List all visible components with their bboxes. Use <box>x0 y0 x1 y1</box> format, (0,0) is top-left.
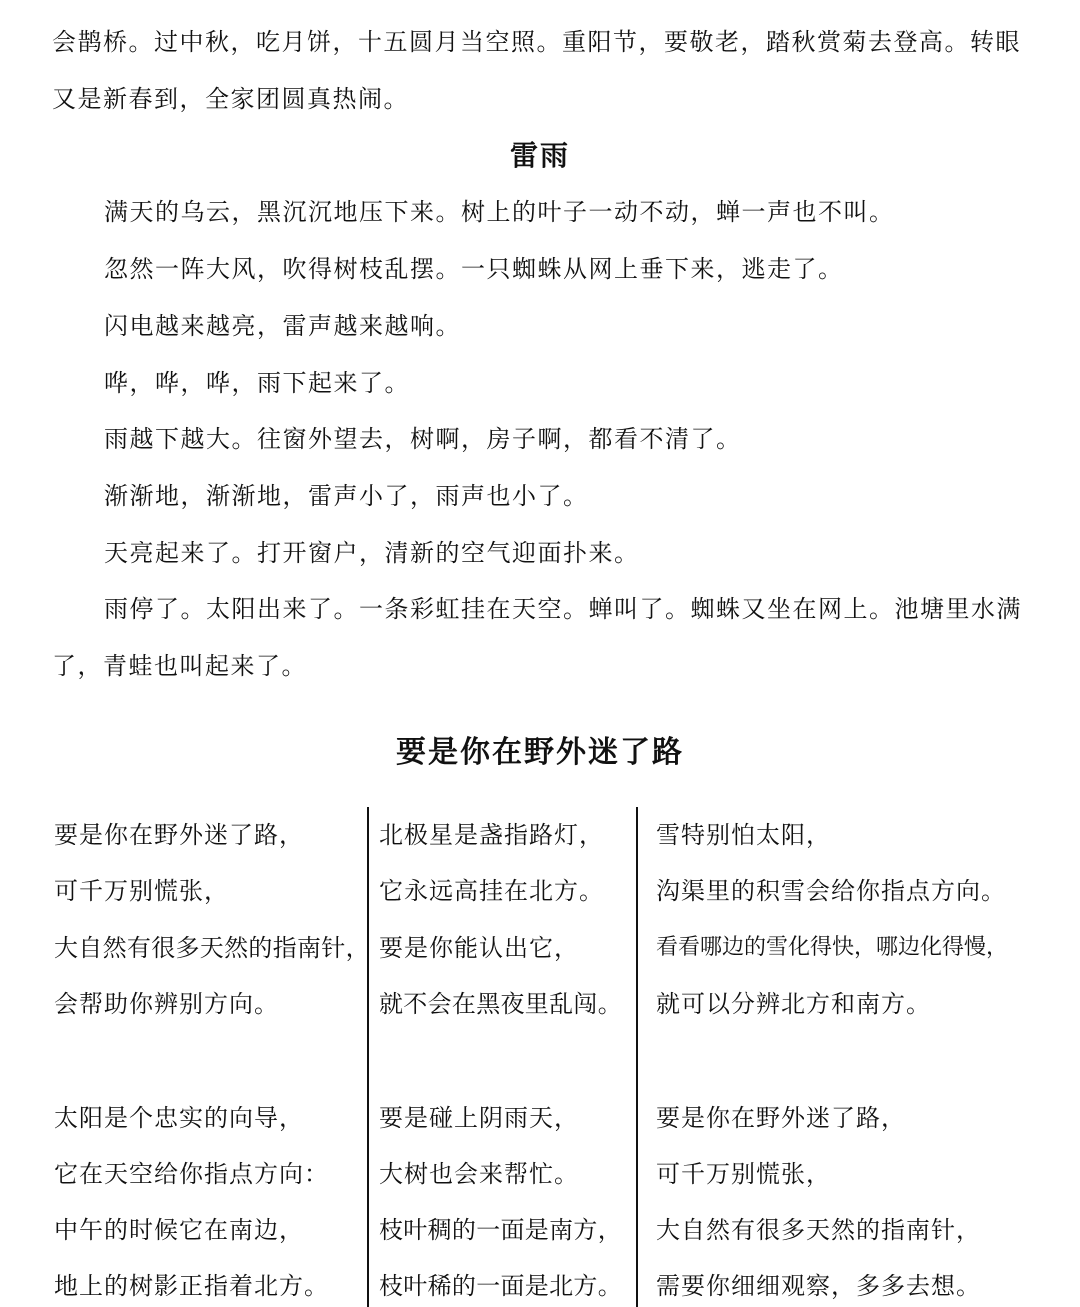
poem-line: 要是你能认出它， <box>379 934 579 962</box>
leiyu-paragraph-8: 雨停了。太阳出来了。一条彩虹挂在天空。蝉叫了。蜘蛛又坐在网上。池塘里水满 <box>104 595 1022 623</box>
intro-line-1: 会鹊桥。过中秋，吃月饼，十五圆月当空照。重阳节，要敬老，踏秋赏菊去登高。转眼 <box>52 28 1021 56</box>
poem-line: 要是你在野外迷了路， <box>656 1104 906 1132</box>
poem-line: 大自然有很多天然的指南针， <box>656 1216 981 1244</box>
poem-line: 北极星是盏指路灯， <box>379 821 604 849</box>
leiyu-paragraph-3: 闪电越来越亮，雷声越来越响。 <box>104 312 461 340</box>
poem-line: 枝叶稠的一面是南方， <box>379 1216 622 1244</box>
poem-line: 沟渠里的积雪会给你指点方向。 <box>656 877 1006 905</box>
poem-line: 它永远高挂在北方。 <box>379 877 604 905</box>
poem-line: 看看哪边的雪化得快，哪边化得慢， <box>656 935 1009 960</box>
column-divider-2 <box>636 807 638 1307</box>
poem-line: 可千万别慌张， <box>656 1160 831 1188</box>
leiyu-paragraph-8-cont: 了，青蛙也叫起来了。 <box>52 652 307 680</box>
poem-line: 太阳是个忠实的向导， <box>54 1104 304 1132</box>
poem-line: 需要你细细观察，多多去想。 <box>656 1272 981 1300</box>
poem-line: 地上的树影正指着北方。 <box>54 1272 329 1300</box>
poem-line: 会帮助你辨别方向。 <box>54 990 279 1018</box>
poem-title: 要是你在野外迷了路 <box>396 735 684 770</box>
leiyu-paragraph-1: 满天的乌云，黑沉沉地压下来。树上的叶子一动不动，蝉一声也不叫。 <box>104 198 895 226</box>
column-divider-1 <box>367 807 369 1307</box>
poem-line: 可千万别慌张， <box>54 877 229 905</box>
leiyu-paragraph-6: 渐渐地，渐渐地，雷声小了，雨声也小了。 <box>104 482 589 510</box>
poem-line: 就不会在黑夜里乱闯。 <box>379 990 622 1018</box>
poem-line: 要是碰上阴雨天， <box>379 1104 579 1132</box>
poem-line: 大自然有很多天然的指南针， <box>54 934 370 962</box>
leiyu-paragraph-2: 忽然一阵大风，吹得树枝乱摆。一只蜘蛛从网上垂下来，逃走了。 <box>104 255 844 283</box>
poem-line: 要是你在野外迷了路， <box>54 821 304 849</box>
intro-line-2: 又是新春到，全家团圆真热闹。 <box>52 85 409 113</box>
leiyu-title: 雷雨 <box>509 139 570 172</box>
poem-line: 枝叶稀的一面是北方。 <box>379 1272 622 1300</box>
poem-line: 它在天空给你指点方向： <box>54 1160 329 1188</box>
poem-line: 就可以分辨北方和南方。 <box>656 990 931 1018</box>
leiyu-paragraph-7: 天亮起来了。打开窗户，清新的空气迎面扑来。 <box>104 539 640 567</box>
poem-line: 大树也会来帮忙。 <box>379 1160 579 1188</box>
leiyu-paragraph-4: 哗，哗，哗，雨下起来了。 <box>104 369 410 397</box>
leiyu-paragraph-5: 雨越下越大。往窗外望去，树啊，房子啊，都看不清了。 <box>104 425 742 453</box>
poem-line: 中午的时候它在南边， <box>54 1216 304 1244</box>
poem-line: 雪特别怕太阳， <box>656 821 831 849</box>
